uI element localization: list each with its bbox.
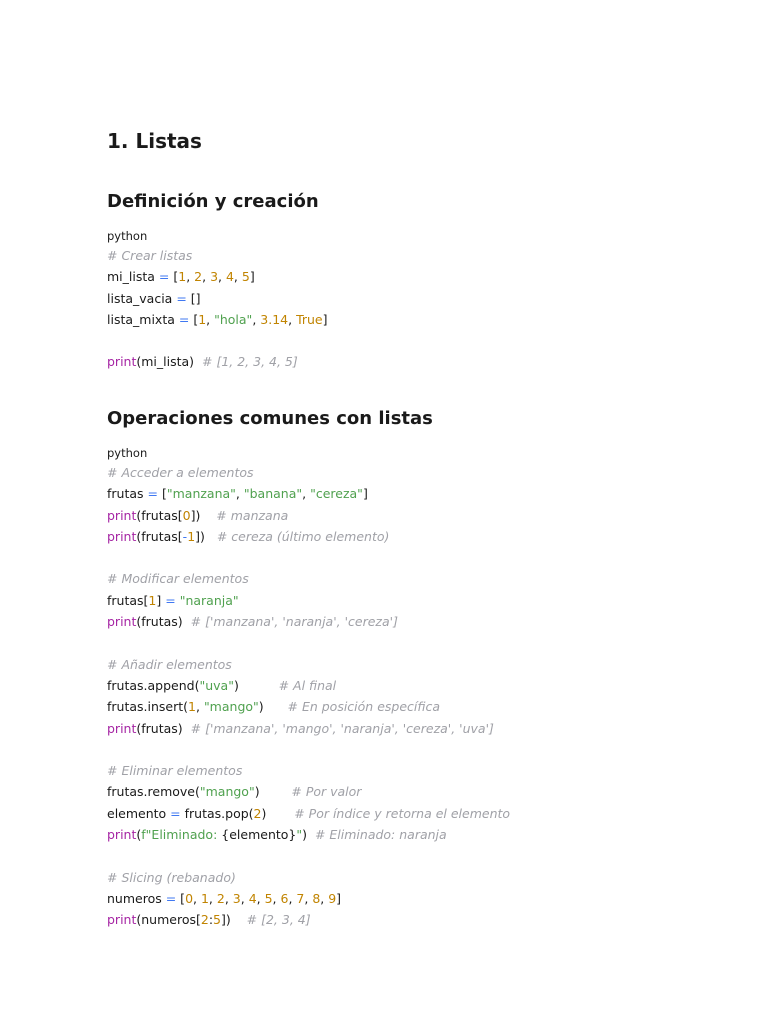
code-text: lista_mixta [107, 311, 179, 327]
code-builtin: print [107, 354, 137, 370]
code-text: : [208, 912, 214, 928]
code-number: 0 [185, 890, 194, 906]
code-text: ]) [190, 507, 217, 523]
code-keyword: True [296, 311, 323, 327]
code-comment: # Eliminado: naranja [314, 827, 447, 843]
code-text: ]) [195, 528, 217, 544]
code-number: 2 [253, 805, 262, 821]
code-text: numeros [107, 890, 166, 906]
code-text: ) [233, 677, 279, 693]
code-line [107, 696, 510, 717]
code-comment: # [1, 2, 3, 4, 5] [202, 354, 298, 370]
code-text: ) [254, 784, 292, 800]
code-number: 1 [187, 528, 196, 544]
code-text: [ [176, 890, 186, 906]
code-number: 1 [198, 311, 207, 327]
code-string: "manzana" [166, 486, 236, 502]
code-line [107, 675, 510, 696]
code-comment: # Al final [278, 677, 337, 693]
code-text: (frutas) [136, 614, 191, 630]
code-text: [ [189, 311, 199, 327]
code-language-label: python [107, 229, 148, 243]
code-operator: = [158, 269, 170, 285]
code-number: 5 [241, 269, 250, 285]
code-block-operaciones [107, 462, 510, 931]
code-operator: = [178, 311, 190, 327]
code-text: , [193, 890, 201, 906]
code-builtin: print [107, 528, 137, 544]
code-number: 1 [148, 592, 157, 608]
code-builtin: print [107, 827, 137, 843]
code-text: ] [336, 890, 342, 906]
code-text: ] [249, 269, 255, 285]
code-string: "naranja" [179, 592, 239, 608]
code-number: 2 [194, 269, 203, 285]
code-text: ) [302, 827, 315, 843]
code-operator: = [147, 486, 158, 502]
code-blank-line [107, 739, 510, 760]
code-text: ) [261, 805, 295, 821]
code-text: , [256, 890, 265, 906]
code-comment: # cereza (último elemento) [216, 528, 390, 544]
code-operator: = [170, 805, 181, 821]
code-text: (mi_lista) [136, 354, 202, 370]
code-line [107, 718, 510, 739]
code-text: , [272, 890, 281, 906]
code-line [107, 483, 510, 504]
code-text: , [288, 890, 297, 906]
code-number: 1 [178, 269, 187, 285]
code-blank-line [107, 330, 328, 351]
code-operator: - [182, 528, 188, 544]
code-line [107, 245, 328, 266]
code-text: ] [362, 486, 368, 502]
code-text: (frutas[ [136, 528, 183, 544]
code-builtin: print [107, 720, 137, 736]
code-text: , [195, 699, 204, 715]
code-line [107, 590, 510, 611]
code-text: , [304, 890, 313, 906]
code-number: 1 [200, 890, 209, 906]
code-text: , [288, 311, 297, 327]
code-comment: # ['manzana', 'mango', 'naranja', 'cereza', 'uva'] [190, 720, 494, 736]
code-number: 5 [264, 890, 273, 906]
code-number: 2 [216, 890, 225, 906]
code-text: , [240, 890, 249, 906]
code-number: 3.14 [260, 311, 289, 327]
code-comment: # [2, 3, 4] [246, 912, 311, 928]
code-comment: # Añadir elementos [107, 656, 232, 672]
code-text: , [235, 486, 244, 502]
code-comment: # Slicing (rebanado) [107, 869, 236, 885]
code-string: "cereza" [310, 486, 363, 502]
code-text: [ [158, 486, 167, 502]
code-text: , [224, 890, 233, 906]
code-number: 2 [200, 912, 209, 928]
code-string: f"Eliminado: [141, 827, 222, 843]
code-text: , [202, 269, 211, 285]
code-blank-line [107, 632, 510, 653]
code-text: frutas.pop( [180, 805, 254, 821]
code-text: , [186, 269, 195, 285]
code-string: "hola" [214, 311, 253, 327]
code-comment: # Eliminar elementos [107, 763, 243, 779]
code-operator: = [176, 290, 187, 306]
code-text: , [302, 486, 311, 502]
code-blank-line [107, 845, 510, 866]
code-blank-line [107, 547, 510, 568]
code-number: 4 [248, 890, 257, 906]
code-text: [] [186, 290, 201, 306]
code-text: (frutas[ [136, 507, 183, 523]
code-text: ] [322, 311, 328, 327]
code-text: (frutas) [136, 720, 191, 736]
code-number: 3 [210, 269, 219, 285]
code-text: elemento [107, 805, 171, 821]
code-text: frutas.append( [107, 677, 200, 693]
code-line [107, 824, 510, 845]
code-text: [ [169, 269, 179, 285]
code-comment: # Por índice y retorna el elemento [294, 805, 511, 821]
code-text: , [233, 269, 242, 285]
code-number: 1 [188, 699, 196, 715]
code-text: , [218, 269, 226, 285]
page-title: 1. Listas [107, 129, 202, 153]
code-number: 5 [213, 912, 221, 928]
code-line [107, 462, 510, 483]
code-comment: # Crear listas [107, 248, 193, 263]
code-line [107, 654, 510, 675]
code-builtin: print [107, 507, 137, 523]
section-heading-definicion: Definición y creación [107, 191, 319, 212]
code-text: ) [258, 699, 288, 715]
code-text: frutas [107, 486, 148, 502]
code-string: " [296, 827, 303, 843]
code-comment: # manzana [216, 507, 289, 523]
code-string: "mango" [203, 699, 259, 715]
code-operator: = [165, 592, 176, 608]
code-comment: # Acceder a elementos [107, 465, 254, 480]
code-number: 4 [225, 269, 234, 285]
code-text: , [320, 890, 329, 906]
code-line [107, 888, 510, 909]
code-comment: # Modificar elementos [107, 571, 249, 587]
code-text: {elemento} [221, 827, 297, 843]
code-builtin: print [107, 614, 137, 630]
code-text: (numeros[ [136, 912, 201, 928]
code-builtin: print [107, 912, 137, 928]
code-line [107, 803, 510, 824]
code-line [107, 909, 510, 930]
code-comment: # ['manzana', 'naranja', 'cereza'] [190, 614, 398, 630]
code-string: "uva" [199, 677, 234, 693]
section-heading-operaciones: Operaciones comunes con listas [107, 408, 433, 429]
code-string: "mango" [199, 784, 255, 800]
code-number: 7 [296, 890, 305, 906]
code-string: "banana" [243, 486, 303, 502]
code-text: , [208, 890, 217, 906]
code-line [107, 309, 328, 330]
code-line [107, 505, 510, 526]
code-text: ]) [221, 912, 247, 928]
code-text: lista_vacia [107, 290, 177, 306]
code-number: 6 [280, 890, 289, 906]
code-line [107, 760, 510, 781]
code-text: ] [156, 592, 166, 608]
code-number: 8 [312, 890, 321, 906]
code-line [107, 611, 510, 632]
code-text: , [252, 311, 261, 327]
code-number: 9 [328, 890, 337, 906]
code-line [107, 526, 510, 547]
code-text: frutas.remove( [107, 784, 200, 800]
code-line [107, 351, 328, 372]
code-line [107, 781, 510, 802]
code-number: 0 [182, 507, 191, 523]
code-text: frutas.insert( [107, 699, 189, 715]
code-block-definicion [107, 245, 328, 373]
code-number: 3 [232, 890, 241, 906]
code-text: frutas[ [107, 592, 149, 608]
code-text: , [206, 311, 215, 327]
code-operator: = [165, 890, 177, 906]
code-language-label: python [107, 446, 148, 460]
code-line [107, 568, 510, 589]
code-line [107, 288, 328, 309]
code-line [107, 266, 328, 287]
code-text: mi_lista [107, 269, 159, 285]
code-comment: # Por valor [291, 784, 362, 800]
code-line [107, 867, 510, 888]
code-text: ( [136, 827, 142, 843]
code-comment: # En posición específica [287, 699, 440, 715]
